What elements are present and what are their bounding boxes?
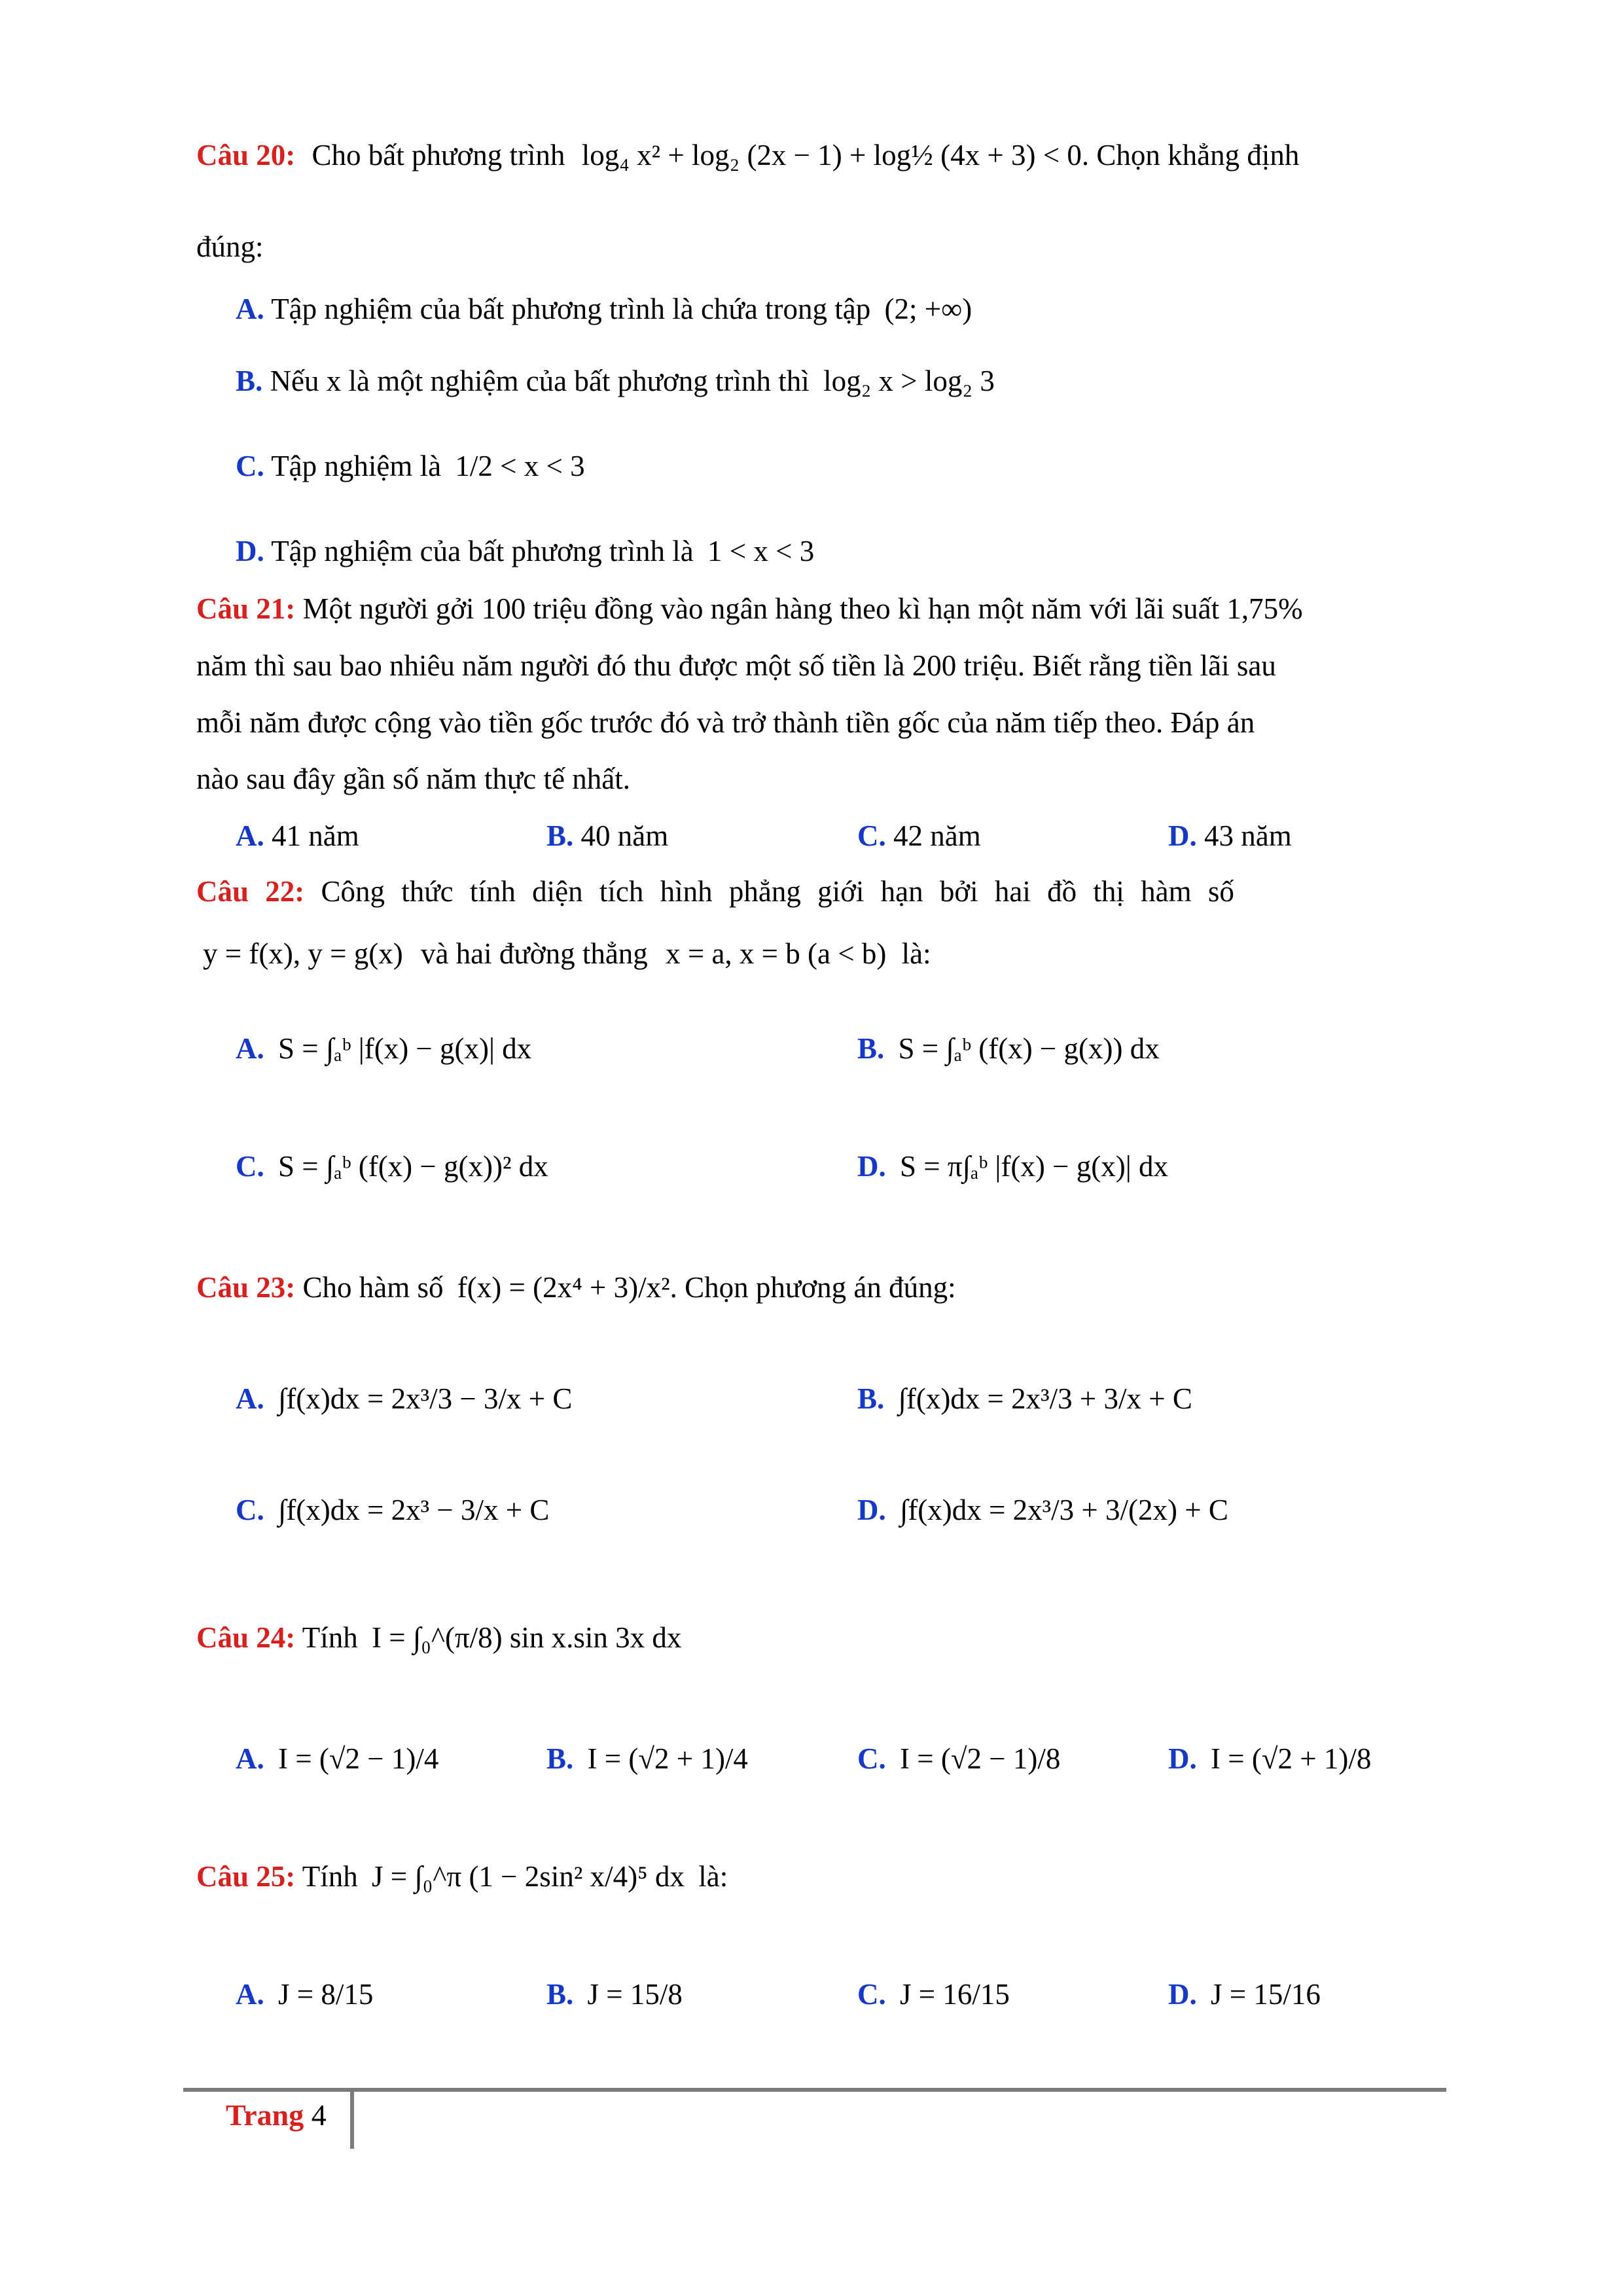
- option-math: ∫f(x)dx = 2x³/3 + 3/x + C: [898, 1382, 1192, 1415]
- q22-option-b[interactable]: [857, 1034, 1160, 1064]
- footer-rule: [183, 2088, 1446, 2092]
- q20-option-c[interactable]: [236, 452, 585, 481]
- option-key: D.: [236, 535, 264, 567]
- q25-label: Câu 25:: [196, 1860, 296, 1893]
- footer-divider: [350, 2090, 354, 2149]
- option-math: ∫f(x)dx = 2x³ − 3/x + C: [278, 1494, 550, 1526]
- option-key: B.: [236, 365, 263, 397]
- q25-option-d[interactable]: [1168, 1980, 1321, 2009]
- q20-line1: [196, 141, 1299, 170]
- option-math: J = 8/15: [278, 1978, 374, 2011]
- option-text: 41 năm: [272, 819, 359, 852]
- option-math: J = 16/15: [900, 1978, 1010, 2011]
- q21-line2: năm thì sau bao nhiêu năm người đó thu được một số tiền là 200 triệu. Biết rằng tiền lãi sau: [196, 649, 1276, 682]
- q23-option-a[interactable]: [236, 1384, 572, 1414]
- q25-math: J = ∫₀^π (1 − 2sin² x/4)⁵ dx: [371, 1860, 685, 1893]
- option-key: C.: [236, 1150, 264, 1183]
- option-key: D.: [857, 1150, 886, 1183]
- q23-line1: [196, 1273, 956, 1302]
- q21-line1: [196, 594, 1303, 624]
- option-key: B.: [546, 819, 574, 852]
- q24-text-a: Tính: [302, 1621, 358, 1654]
- q22-line1: [196, 877, 1234, 906]
- q23-label: Câu 23:: [196, 1271, 296, 1304]
- option-math: S = ∫ₐᵇ (f(x) − g(x))² dx: [278, 1150, 548, 1183]
- q20-option-a[interactable]: [236, 295, 972, 324]
- option-math: ∫f(x)dx = 2x³/3 + 3/(2x) + C: [900, 1494, 1228, 1526]
- q21-line3: mỗi năm được cộng vào tiền gốc trước đó và trở thành tiền gốc của năm tiếp theo. Đáp án: [196, 706, 1255, 739]
- q23-text-b: . Chọn phương án đúng:: [669, 1271, 956, 1304]
- option-key: C.: [857, 1742, 886, 1775]
- option-math: (2; +∞): [884, 293, 972, 325]
- q25-option-a[interactable]: [236, 1980, 373, 2009]
- option-text: 42 năm: [893, 819, 981, 852]
- option-key: C.: [857, 1978, 886, 2011]
- q23-option-b[interactable]: [857, 1384, 1192, 1414]
- q21-option-d[interactable]: [1168, 821, 1292, 851]
- option-key: C.: [857, 819, 886, 852]
- option-math: log₂ x > log₂ 3: [823, 365, 995, 397]
- option-math: ∫f(x)dx = 2x³/3 − 3/x + C: [278, 1382, 573, 1415]
- q22-math1: y = f(x), y = g(x): [203, 937, 403, 970]
- q24-option-b[interactable]: [546, 1744, 748, 1774]
- option-math: I = (√2 − 1)/8: [900, 1742, 1061, 1775]
- q22-option-d[interactable]: [857, 1152, 1168, 1181]
- q24-option-d[interactable]: [1168, 1744, 1371, 1774]
- option-key: D.: [1168, 1742, 1197, 1775]
- q21-label: Câu 21:: [196, 592, 296, 625]
- q20-label: Câu 20:: [196, 139, 296, 171]
- option-key: A.: [236, 1382, 264, 1415]
- option-key: C.: [236, 1494, 264, 1526]
- footer-page: 4: [311, 2098, 327, 2132]
- option-key: C.: [236, 450, 264, 482]
- q25-line1: [196, 1862, 728, 1892]
- q24-label: Câu 24:: [196, 1621, 296, 1654]
- q22-text: Công thức tính diện tích hình phẳng giới hạn bởi hai đồ thị hàm số: [321, 875, 1234, 908]
- q20-text-b: . Chọn khẳng định: [1081, 139, 1300, 171]
- q22-option-c[interactable]: [236, 1152, 548, 1181]
- q20-line2: đúng:: [196, 230, 264, 263]
- option-key: A.: [236, 1978, 264, 2011]
- option-text: Tập nghiệm của bất phương trình là chứa trong tập: [271, 293, 871, 325]
- q21-line4: nào sau đây gần số năm thực tế nhất.: [196, 762, 630, 795]
- q24-option-c[interactable]: [857, 1744, 1060, 1774]
- q22-label: Câu 22:: [196, 875, 305, 908]
- q24-line1: [196, 1623, 681, 1653]
- footer-label: Trang: [226, 2098, 304, 2132]
- q25-text-a: Tính: [302, 1860, 358, 1893]
- option-math: J = 15/8: [587, 1978, 683, 2011]
- option-key: B.: [546, 1978, 574, 2011]
- option-text: Tập nghiệm của bất phương trình là: [271, 535, 694, 567]
- option-key: B.: [546, 1742, 574, 1775]
- option-math: S = ∫ₐᵇ |f(x) − g(x)| dx: [278, 1032, 532, 1065]
- option-key: A.: [236, 1742, 264, 1775]
- option-math: J = 15/16: [1211, 1978, 1321, 2011]
- q23-option-d[interactable]: [857, 1496, 1228, 1525]
- q25-text-b: là:: [698, 1860, 728, 1893]
- q25-option-b[interactable]: [546, 1980, 683, 2009]
- q23-option-c[interactable]: [236, 1496, 549, 1525]
- q23-math: f(x) = (2x⁴ + 3)/x²: [457, 1271, 670, 1304]
- option-key: B.: [857, 1382, 885, 1415]
- option-key: A.: [236, 293, 264, 325]
- q20-math: log₄ x² + log₂ (2x − 1) + log½ (4x + 3) < 0: [581, 139, 1082, 171]
- option-text: Tập nghiệm là: [271, 450, 442, 482]
- option-text: 40 năm: [580, 819, 669, 852]
- option-text: Nếu x là một nghiệm của bất phương trình thì: [270, 365, 810, 397]
- option-key: A.: [236, 1032, 264, 1065]
- q22-line2: [203, 939, 931, 969]
- q21-option-b[interactable]: [546, 821, 668, 851]
- q20-option-b[interactable]: [236, 367, 995, 396]
- option-key: D.: [1168, 819, 1197, 852]
- option-math: 1 < x < 3: [707, 535, 815, 567]
- option-math: I = (√2 + 1)/8: [1211, 1742, 1372, 1775]
- q25-option-c[interactable]: [857, 1980, 1010, 2009]
- option-math: S = ∫ₐᵇ (f(x) − g(x)) dx: [898, 1032, 1160, 1065]
- option-key: D.: [1168, 1978, 1197, 2011]
- q22-math2: x = a, x = b (a < b): [666, 937, 887, 970]
- q21-option-a[interactable]: [236, 821, 359, 851]
- option-math: I = (√2 − 1)/4: [278, 1742, 439, 1775]
- option-key: A.: [236, 819, 264, 852]
- q20-option-d[interactable]: [236, 537, 814, 566]
- q20-text-a: Cho bất phương trình: [312, 139, 565, 171]
- q22-option-a[interactable]: [236, 1034, 531, 1064]
- q23-text-a: Cho hàm số: [302, 1271, 444, 1304]
- option-math: I = (√2 + 1)/4: [587, 1742, 748, 1775]
- q21-text: Một người gởi 100 triệu đồng vào ngân hàng theo kì hạn một năm với lãi suất 1,75%: [302, 592, 1303, 625]
- option-text: 43 năm: [1204, 819, 1292, 852]
- q24-option-a[interactable]: [236, 1744, 438, 1774]
- q24-math: I = ∫₀^(π/8) sin x.sin 3x dx: [371, 1621, 682, 1654]
- option-key: B.: [857, 1032, 885, 1065]
- option-key: D.: [857, 1494, 886, 1526]
- option-math: 1/2 < x < 3: [455, 450, 585, 482]
- q21-option-c[interactable]: [857, 821, 981, 851]
- footer: [226, 2098, 327, 2132]
- q22-end: là:: [901, 937, 931, 970]
- q22-mid: và hai đường thẳng: [420, 937, 648, 970]
- option-math: S = π∫ₐᵇ |f(x) − g(x)| dx: [900, 1150, 1169, 1183]
